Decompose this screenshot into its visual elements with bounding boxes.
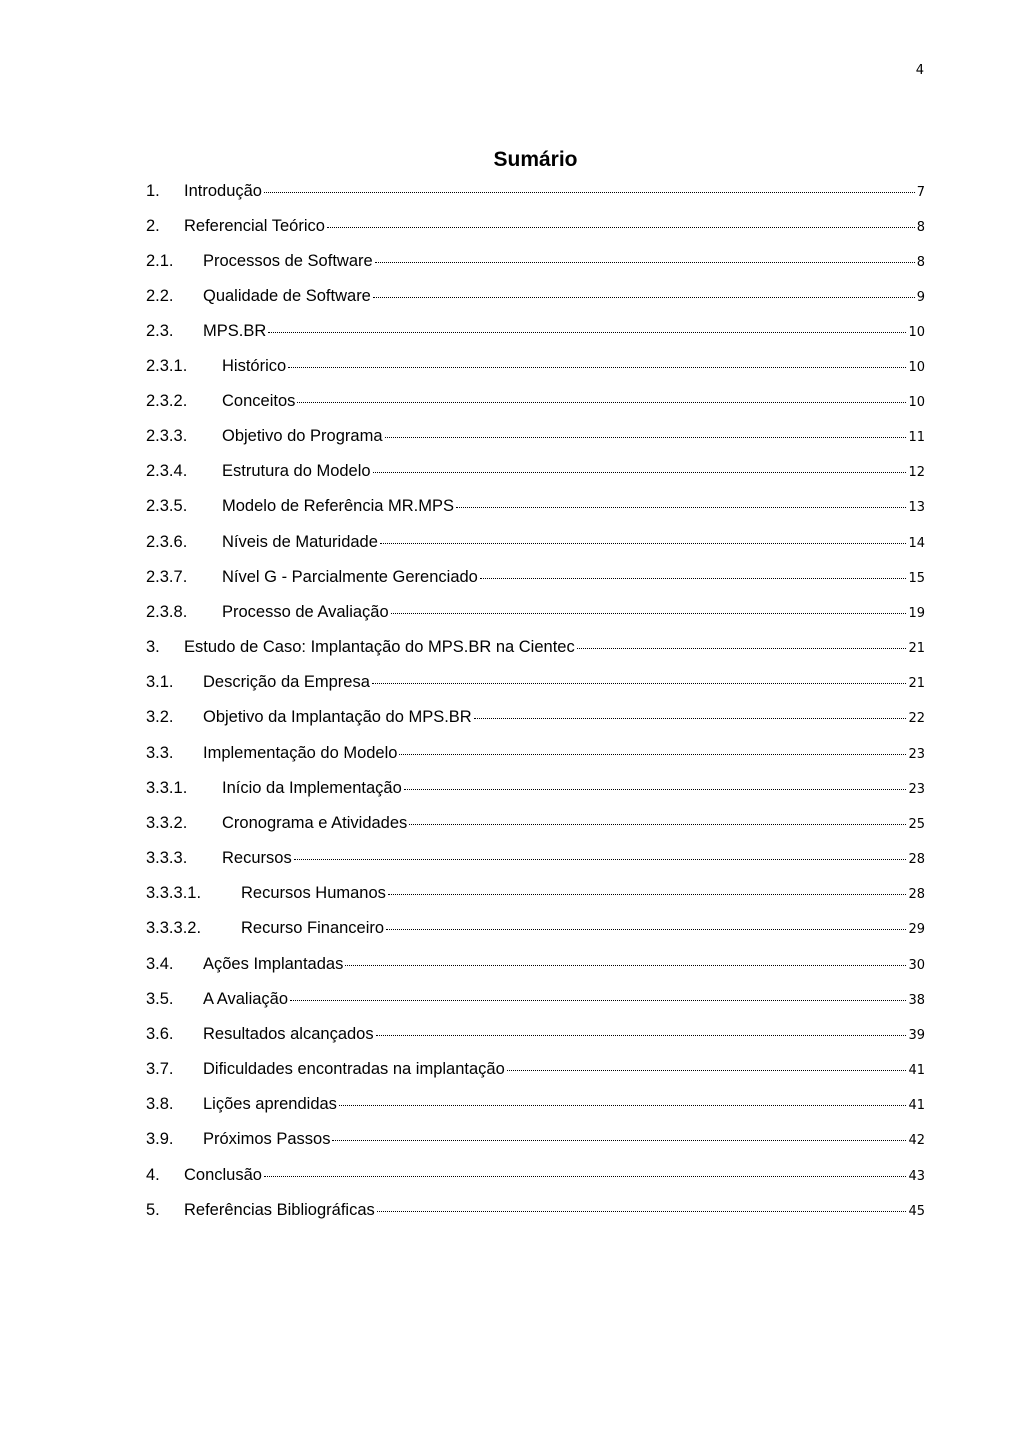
toc-entry-number: 5. <box>146 1201 160 1219</box>
toc-entry-title: Recursos Humanos <box>241 884 386 902</box>
toc-entry[interactable] <box>146 565 925 589</box>
toc-entry-title: Modelo de Referência MR.MPS <box>222 497 455 515</box>
toc-entry-title: Lições aprendidas <box>203 1095 337 1113</box>
toc-entry-number: 3.3.1. <box>146 779 188 797</box>
toc-leader-dots <box>264 186 915 193</box>
toc-entry-title: Referencial Teórico <box>184 217 325 235</box>
toc-entry[interactable] <box>146 1198 925 1222</box>
toc-leader-dots <box>380 537 907 544</box>
toc-title: Sumário <box>493 148 578 171</box>
toc-leader-dots <box>404 783 907 790</box>
toc-entry-number: 3.3.3.1. <box>146 884 202 902</box>
toc-entry[interactable] <box>146 881 925 905</box>
toc-entry-page: 25 <box>908 817 925 832</box>
toc-leader-dots <box>339 1099 907 1106</box>
toc-entry-page: 10 <box>908 325 925 340</box>
toc-leader-dots <box>332 1134 906 1141</box>
toc-entry-number: 2.3.1. <box>146 357 188 375</box>
toc-entry-number: 3.7. <box>146 1060 174 1078</box>
toc-entry-title: Estrutura do Modelo <box>222 462 371 480</box>
toc-entry[interactable] <box>146 600 925 624</box>
toc-leader-dots <box>474 712 907 719</box>
toc-entry[interactable] <box>146 389 925 413</box>
toc-entry-title: Nível G - Parcialmente Gerenciado <box>222 568 478 586</box>
toc-entry[interactable] <box>146 1163 925 1187</box>
toc-entry[interactable] <box>146 670 925 694</box>
toc-leader-dots <box>577 642 907 649</box>
toc-entry-title: Conceitos <box>222 392 296 410</box>
toc-entry-page: 30 <box>908 958 925 973</box>
page-number: 4 <box>915 63 924 78</box>
toc-entry-number: 2.3.7. <box>146 568 188 586</box>
toc-entry-number: 2.2. <box>146 287 174 305</box>
toc-entry[interactable] <box>146 424 925 448</box>
toc-entry-page: 11 <box>908 430 925 445</box>
toc-entry-number: 3.5. <box>146 990 174 1008</box>
toc-entry-page: 21 <box>908 676 925 691</box>
toc-entry-title: Objetivo da Implantação do MPS.BR <box>203 708 472 726</box>
toc-leader-dots <box>297 396 906 403</box>
toc-entry-number: 3.8. <box>146 1095 174 1113</box>
toc-leader-dots <box>399 748 906 755</box>
toc-entry[interactable] <box>146 635 925 659</box>
toc-entry[interactable] <box>146 952 925 976</box>
toc-entry-page: 13 <box>908 500 925 515</box>
toc-entry[interactable] <box>146 741 925 765</box>
toc-entry-page: 7 <box>916 185 925 200</box>
toc-leader-dots <box>345 959 906 966</box>
toc-entry-title: Implementação do Modelo <box>203 744 398 762</box>
toc-entry-page: 23 <box>908 782 925 797</box>
toc-entry-page: 23 <box>908 747 925 762</box>
toc-leader-dots <box>377 1205 907 1212</box>
toc-entry[interactable] <box>146 494 925 518</box>
toc-entry[interactable] <box>146 1092 925 1116</box>
toc-entry[interactable] <box>146 987 925 1011</box>
toc-leader-dots <box>372 677 907 684</box>
toc-entry-title: Objetivo do Programa <box>222 427 383 445</box>
toc-entry-title: Conclusão <box>184 1166 262 1184</box>
toc-entry[interactable] <box>146 776 925 800</box>
toc-entry-title: Próximos Passos <box>203 1130 331 1148</box>
toc-entry[interactable] <box>146 354 925 378</box>
toc-entry-number: 2.3.6. <box>146 533 188 551</box>
toc-leader-dots <box>373 466 907 473</box>
toc-entry-number: 2.3.8. <box>146 603 188 621</box>
toc-entry-number: 2.3.4. <box>146 462 188 480</box>
toc-entry-page: 12 <box>908 465 925 480</box>
toc-entry-title: Recursos <box>222 849 292 867</box>
toc-entry-title: Cronograma e Atividades <box>222 814 408 832</box>
toc-leader-dots <box>294 853 907 860</box>
toc-leader-dots <box>268 326 906 333</box>
toc-entry[interactable] <box>146 1127 925 1151</box>
toc-entry[interactable] <box>146 249 925 273</box>
toc-entry[interactable] <box>146 214 925 238</box>
toc-entry[interactable] <box>146 530 925 554</box>
toc-entry[interactable] <box>146 705 925 729</box>
toc-entry-number: 1. <box>146 182 160 200</box>
toc-leader-dots <box>480 572 907 579</box>
toc-leader-dots <box>409 818 906 825</box>
toc-entry-page: 10 <box>908 360 925 375</box>
toc-leader-dots <box>386 923 906 930</box>
toc-entry[interactable] <box>146 916 925 940</box>
toc-entry-page: 38 <box>908 993 925 1008</box>
toc-leader-dots <box>327 221 915 228</box>
toc-entry-number: 3. <box>146 638 160 656</box>
toc-leader-dots <box>290 994 906 1001</box>
toc-entry-page: 29 <box>908 922 925 937</box>
toc-entry[interactable] <box>146 811 925 835</box>
toc-leader-dots <box>375 256 915 263</box>
toc-entry-number: 3.3.3. <box>146 849 188 867</box>
toc-entry[interactable] <box>146 319 925 343</box>
toc-entry-number: 3.2. <box>146 708 174 726</box>
toc-entry-page: 43 <box>908 1169 925 1184</box>
toc-leader-dots <box>373 291 915 298</box>
toc-entry-page: 14 <box>908 536 925 551</box>
toc-entry-number: 3.1. <box>146 673 174 691</box>
toc-entry-title: A Avaliação <box>203 990 289 1008</box>
toc-entry-page: 9 <box>916 290 925 305</box>
toc-entry-title: Dificuldades encontradas na implantação <box>203 1060 505 1078</box>
toc-entry-number: 2.3.5. <box>146 497 188 515</box>
toc-entry[interactable] <box>146 1057 925 1081</box>
toc-entry-number: 2.3.2. <box>146 392 188 410</box>
toc-entry[interactable] <box>146 284 925 308</box>
toc-entry-number: 2.3.3. <box>146 427 188 445</box>
toc-entry-title: Referências Bibliográficas <box>184 1201 375 1219</box>
toc-leader-dots <box>288 361 906 368</box>
toc-entry-page: 41 <box>908 1098 925 1113</box>
toc-entry[interactable] <box>146 1022 925 1046</box>
toc-entry-title: Histórico <box>222 357 287 375</box>
toc-entry-page: 10 <box>908 395 925 410</box>
toc-entry-page: 21 <box>908 641 925 656</box>
toc-leader-dots <box>507 1064 907 1071</box>
toc-leader-dots <box>388 888 907 895</box>
toc-entry-title: Resultados alcançados <box>203 1025 374 1043</box>
toc-leader-dots <box>385 431 907 438</box>
toc-entry-page: 8 <box>916 255 925 270</box>
toc-entry-page: 45 <box>908 1204 925 1219</box>
toc-leader-dots <box>264 1170 906 1177</box>
toc-entry-page: 28 <box>908 887 925 902</box>
toc-leader-dots <box>376 1029 907 1036</box>
toc-entry-title: MPS.BR <box>203 322 267 340</box>
toc-entry-number: 4. <box>146 1166 160 1184</box>
toc-entry-page: 41 <box>908 1063 925 1078</box>
toc-entry[interactable] <box>146 179 925 203</box>
toc-entry-title: Introdução <box>184 182 262 200</box>
toc-entry-page: 8 <box>916 220 925 235</box>
toc-entry-title: Descrição da Empresa <box>203 673 370 691</box>
toc-entry-page: 28 <box>908 852 925 867</box>
toc-entry-page: 22 <box>908 711 925 726</box>
toc-entry-number: 2.3. <box>146 322 174 340</box>
toc-entry-number: 2.1. <box>146 252 174 270</box>
toc-entry-number: 3.3. <box>146 744 174 762</box>
toc-entry[interactable] <box>146 459 925 483</box>
toc-entry-title: Estudo de Caso: Implantação do MPS.BR na Cientec <box>184 638 575 656</box>
toc-entry-number: 3.3.2. <box>146 814 188 832</box>
toc-entry-title: Processo de Avaliação <box>222 603 389 621</box>
toc-entry-title: Processos de Software <box>203 252 373 270</box>
toc-entry-title: Início da Implementação <box>222 779 402 797</box>
toc-leader-dots <box>391 607 907 614</box>
toc-entry-page: 19 <box>908 606 925 621</box>
toc-entry[interactable] <box>146 846 925 870</box>
toc-leader-dots <box>456 501 906 508</box>
toc-entry-page: 15 <box>908 571 925 586</box>
toc-entry-number: 2. <box>146 217 160 235</box>
toc-entry-page: 39 <box>908 1028 925 1043</box>
toc-entry-title: Qualidade de Software <box>203 287 371 305</box>
toc-entry-title: Ações Implantadas <box>203 955 344 973</box>
toc-entry-number: 3.4. <box>146 955 174 973</box>
toc-entry-number: 3.6. <box>146 1025 174 1043</box>
toc-entry-number: 3.3.3.2. <box>146 919 202 937</box>
toc-entry-title: Recurso Financeiro <box>241 919 385 937</box>
toc-entry-number: 3.9. <box>146 1130 174 1148</box>
toc-entry-title: Níveis de Maturidade <box>222 533 378 551</box>
toc-entry-page: 42 <box>908 1133 925 1148</box>
